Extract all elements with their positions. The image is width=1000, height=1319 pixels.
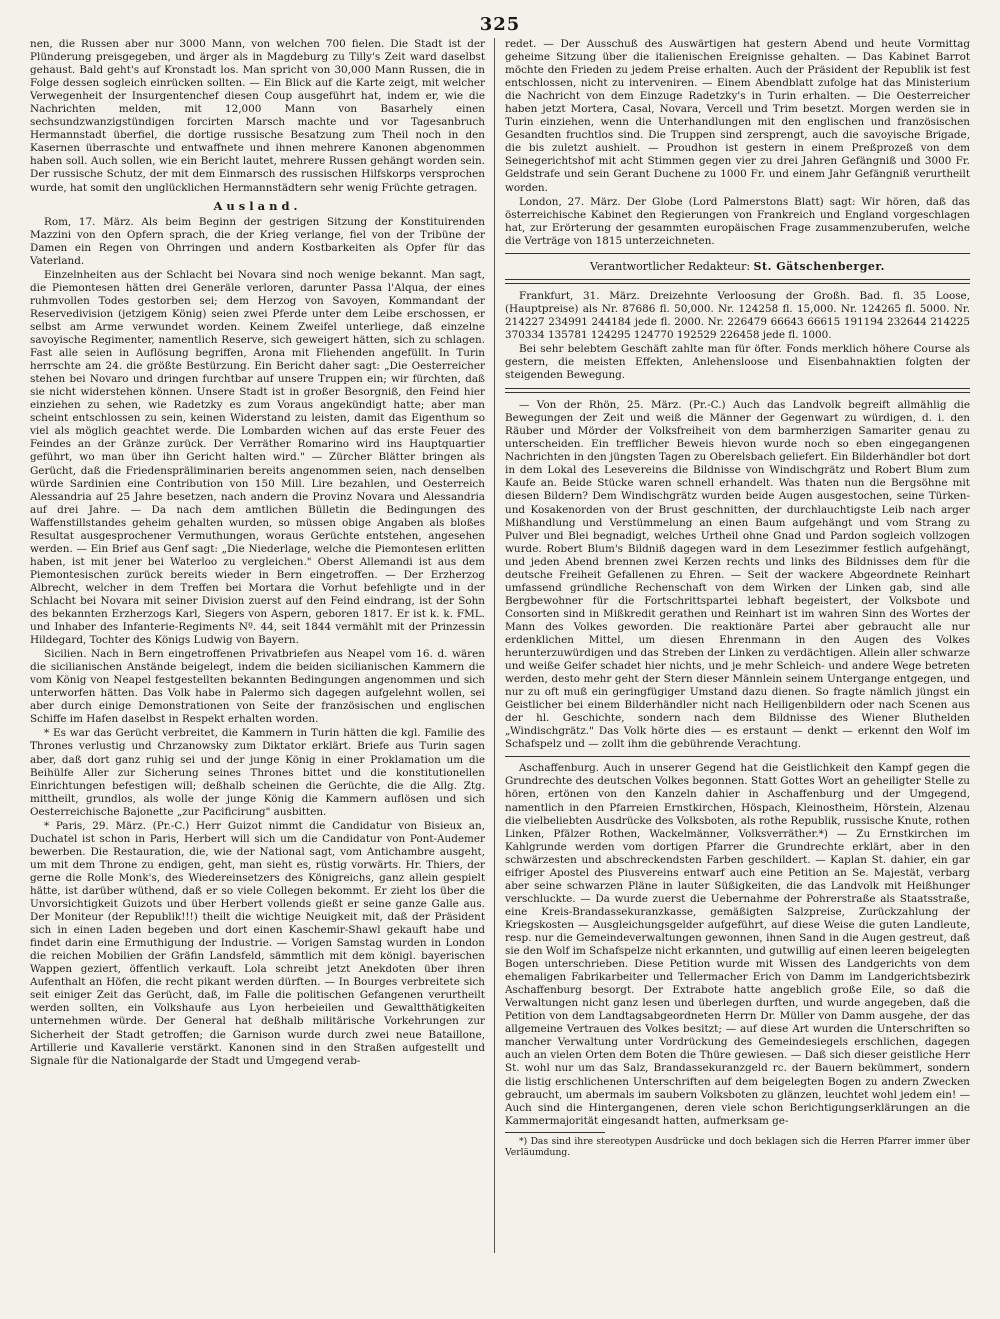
editor-name: St. Gätschenberger. xyxy=(753,259,886,273)
footnote: *) Das sind ihre stereotypen Ausdrücke und doch beklagen sich die Herren Pfarrer immer über Verläumdung. xyxy=(505,1135,970,1159)
rule-lottery-top xyxy=(505,279,970,284)
page-number: 325 xyxy=(479,14,521,35)
article-frankfurt-market: Bei sehr belebtem Geschäft zahlte man für öfter. Fonds merklich höhere Course als gestern, die meisten Effekten, Anlehensloose und Eisenbahnaktien folgten der steigenden Bewegung. xyxy=(505,342,970,382)
left-column xyxy=(30,38,485,1303)
article-aschaffenburg: Aschaffenburg. Auch in unserer Gegend hat die Geistlichkeit den Kampf gegen die Grundrechte des deutschen Volkes begonnen. Statt Gottes Wort an geheiligter Stelle zu hören, ertönen von den Kanzeln dahier in Aschaffenburg und der Umgegend, namentlich in den Pfarreien Ernstkirchen, Höspach, Kleinostheim, Hörstein, Alzenau die vielbeliebten Ausdrücke des Volksboten, als rothe Republik, russische Knute, rothen Linken, Pfälzer Rothen, Wackelmänner, Volksverräther.*) — Zu Ernstkirchen im Kahlgrunde werden vom dortigen Pfarrer die Grundrechte erklärt, aber in den schwärzesten und abschreckendsten Farben geschildert. — Kaplan St. dahier, ein gar eifriger Apostel des Piusvereins entwarf auch eine Petition an Se. Majestät, verbarg aber seine schwarzen Pläne in lauter Süßigkeiten, die das Landvolk mit Heißhunger verschluckte. — Da wurde zuerst die Uebernahme der Pohrerstraße als Staatsstraße, eine Kreis-Brandassekuranzkasse, gemäßigten Salzpreise, Zurückzahlung der Kriegskosten — Ausgleichungsgelder aufgeführt, auf diese Weise die guten Landleute, resp. nur die Gemeindeverwaltungen gewonnen, ihnen Sand in die Augen gestreut, daß sie den Wolf im Schafspelze nicht erkannten, und gutwillig auf einen leeren beigelegten Bogen unterschrieben. Diese Petition wurde mit Wissen des Landgerichts von dem ehemaligen Fabrikarbeiter und Tellermacher Erich von Damm im Landgerichtsbezirk Aschaffenburg besorgt. Der Extrabote hatte angeblich große Eile, so daß die Verwaltungen nicht ganz lesen und überlegen durften, und wurde angegeben, daß die Petition von dem Landtagsabgeordneten Herrn Dr. Müller von Damm ausgehe, der das allgemeine Vertrauen des Volkes besitzt; — auf diese Art wurden die Unterschriften so mancher Verwaltung unter Vordrückung des Gemeindesiegels erschlichen, dagegen auch an vielen Orten dem Boten die Thüre gewiesen. — Daß sich dieser geistliche Herr St. wohl nur um das Salz, Brandassekuranzgeld rc. der Bauern bekümmert, sondern die listig erschlichenen Unterschriften auf dem beigelegten Bogen zu andern Zwecken gebraucht, um abermals im saubern Volksboten zu glänzen, leuchtet wohl jedem ein! — Auch sind die Hintergangenen, deren viele schon Berichtigungserklärungen an die Kammermajorität eingesandt hatten, aufmerksam ge- xyxy=(505,762,970,1127)
article-paris: * Paris, 29. März. (Pr.-C.) Herr Guizot nimmt die Candidatur von Bisieux an, Duchatel ist schon in Paris, Herbert will sich um die Candidatur von Pont-Audemer bewerben. Die Restauration, die, wie der National sagt, vom Antichambre ausgeht, um mit dem Throne zu endigen, geht, man sieht es, rüstig vorwärts. Hr. Thiers, der gerne die Rolle Monk's, des Wiedereinsetzers des Königreichs, ganz allein gespielt hätte, ist darüber wüthend, daß er so viele Collegen bekommt. Er zieht los über die Unvorsichtigkeit Guizots und über Herbert vollends gießt er seine ganze Galle aus. Der Moniteur (der Republik!!!) theilt die wichtige Neuigkeit mit, daß der Präsident sich in einen Laden begeben und dort einen Kaschemir-Shawl gekauft habe und findet darin eine Ermuthigung der Industrie. — Vorigen Samstag wurden in London die reichen Mobilien der Gräfin Landsfeld, sämmtlich mit dem königl. bayerischen Wappen geziert, öffentlich verkauft. Lola schreibt jetzt Anekdoten über ihren Aufenthalt an Höfen, die recht pikant werden dürften. — In Bourges verbreitete sich seit einiger Zeit das Gerücht, daß, im Falle die politischen Gefangenen verurtheilt werden sollten, ein Volkshaufe aus Lyon herbeieilen und Gewaltthätigkeiten unternehmen würde. Der General hat deßhalb militärische Vorkehrungen zur Sicherheit der Stadt getroffen; die Garnison wurde durch zwei neue Bataillone, Artillerie und Kavallerie verstärkt. Kanonen sind in den Straßen aufgestellt und Signale für die Nationalgarde der Stadt und Umgegend verab- xyxy=(30,819,485,1067)
article-rhoen: — Von der Rhön, 25. März. (Pr.-C.) Auch das Landvolk begreift allmählig die Bewegungen der Zeit und weiß die Männer der Gegenwart zu würdigen, d. i. den Räuber und Mörder der Volksfreiheit von dem barmherzigen Samariter genau zu unterscheiden. Ein trefflicher Beweis hievon wurde noch so eben eingegangenen Nachrichten in den jüngsten Tagen zu Oberelsbach geliefert. Ein Bilderhändler bot dort in dem Lokal des Lesevereins die Bildnisse von Windischgrätz und Robert Blum zum Kaufe an. Beide Stücke waren schnell erhandelt. Was thaten nun die Bergsöhne mit diesen Bildern? Dem Windischgrätz wurden beide Augen ausgestochen, seine Türken- und Kosakenorden von der Brust geschnitten, der durchlauchtigste Leib nach arger Mißhandlung und Verstümmelung an einen Baum aufgehängt und vom Strang zu Pulver und Blei begnadigt, welches Urtheil ohne Gnad und Pardon sogleich vollzogen wurde. Robert Blum's Bildniß dagegen ward in dem Lesezimmer festlich aufgehängt, und jeden Abend brennen zwei Kerzen rechts und links des Bildnisses dem für die deutsche Freiheit Gefallenen zu Ehren. — Seit der wackere Abgeordnete Reinhart umfassend gründliche Rechenschaft von dem Wirken der Linken gab, sind alle Bergbewohner für die Fortschrittspartei lebhaft begeistert, der Volksbote und Consorten sind in Mißkredit gerathen und Reinhart ist im wahren Sinn des Wortes der Mann des Volkes geworden. Die reaktionäre Partei aber gebraucht alle nur erdenklichen Mittel, um diesen Ehrenmann in den Augen des Volkes herunterzuwürdigen und das Streben der Linken zu verdächtigen. Allein aller schwarze und weiße Geifer schadet hier nichts, und je mehr Schleich- und andere Wege betreten werden, desto mehr geht der Stern dieser Männlein seinem Untergange entgegen, und nur zu oft muß ein geringfügiger Umstand dazu dienen. So fragte nämlich jüngst ein Geistlicher bei einem Bilderhändler nicht nach Heiligenbildern oder nach Scenen aus der hl. Geschichte, sondern nach dem Bildnisse des Wiener Bluthelden „Windischgrätz." Das Volk hörte dies — es erstaunt — denkt — erkennt den Wolf im Schafspelz und — zollt ihm die gebührende Verachtung. xyxy=(505,399,970,751)
right-column xyxy=(505,38,970,1303)
rule-aschaffenburg-top xyxy=(505,756,970,757)
article-frankfurt-lottery: Frankfurt, 31. März. Dreizehnte Verloosung der Großh. Bad. fl. 35 Loose, (Hauptpreise) als Nr. 87686 fl. 50,000. Nr. 124258 fl. 15,000. Nr. 124265 fl. 5000. Nr. 214227 234991 244184 jede fl. 2000. Nr. 226479 66643 66615 191194 232644 214225 370334 135781 124295 124770 192529 226458 jede fl. 1000. xyxy=(505,289,970,341)
article-rom: Rom, 17. März. Als beim Beginn der gestrigen Sitzung der Konstituirenden Mazzini von den Opfern sprach, die der Krieg verlange, fiel von der Tribüne der Damen ein Regen von Ohrringen und andern Kostbarkeiten als Opfer für das Vaterland. xyxy=(30,215,485,267)
rule-rhoen-top xyxy=(505,388,970,393)
article-sicilien: Sicilien. Nach in Bern eingetroffenen Privatbriefen aus Neapel vom 16. d. wären die sicilianischen Anstände beigelegt, indem die beiden sicilianischen Kammern die vom König von Neapel festgestellten bekannten Bedingungen angenommen und sich unterworfen hätten. Das Volk habe in Palermo sich dagegen aufgelehnt wollen, sei aber durch einige Demonstrationen von Seite der französischen und englischen Schiffe im Hafen daselbst in Respekt erhalten worden. xyxy=(30,648,485,726)
column-divider xyxy=(494,38,495,1253)
article-novara: Einzelnheiten aus der Schlacht bei Novara sind noch wenige bekannt. Man sagt, die Piemontesen hätten drei Generäle verloren, darunter Passa l'Alqua, der eines ruhmvollen Todes gestorben sei; dem Herzog von Savoyen, Kommandant der Reservedivision (jetzigem König) seien zwei Pferde unter dem Leibe erschossen, er selbst am Arme verwundet worden. Keinem Zweifel unterliege, daß einzelne savoyische Regimenter, namentlich Reserve, sich geweigert hätten, sich zu schlagen. Fast alle seien in Auflösung begriffen, Arona mit Fliehenden angefüllt. In Turin herrschte am 24. die größte Bestürzung. Ein Bericht daher sagt: „Die Oesterreicher stehen bei Novaro und dringen furchtbar auf unsere Truppen ein; wir fürchten, daß sie nicht widerstehen können. Unsere Stadt ist in großer Besorgniß, den Feind hier einziehen zu sehen, wie Radetzky es zum Voraus angekündigt hatte; aber man scheint entschlossen zu sein, keinen Widerstand zu leisten, damit das Eigenthum so viel als möglich geachtet werde. Die Lombarden wichen auf das erste Feuer des Feindes an der Gränze zurück. Der Verräther Romarino wird ins Hauptquartier geführt, wo man über ihn Gericht halten wird." — Zürcher Blätter bringen als Gerücht, daß die Friedenspräliminarien bereits angenommen seien, nach denselben würde Sardinien eine Contribution von 150 Mill. Lire bezahlen, und Oesterreich Alessandria auf 25 Jahre besetzen, nach andern die Provinz Novara und Alessandria auf drei Jahre. — Da nach dem amtlichen Bülletin die Bedingungen des Waffenstillstandes geheim gehalten wurden, so müssen obige Angaben als bloßes Resultat ausgesprochener Vermuthungen, woraus Gerüchte entstehen, angesehen werden. — Ein Brief aus Genf sagt: „Die Niederlage, welche die Piemontesen erlitten haben, ist mit jener bei Waterloo zu vergleichen." Oberst Allemandi ist aus dem Piemontesischen zurück bereits wieder in Bern eingetroffen. — Der Erzherzog Albrecht, welcher in dem Treffen bei Mortara die Vorhut befehligte und in der Schlacht bei Novara mit seiner Division zuerst auf den Feind eindrang, ist der Sohn des bekannten Erzherzogs Karl, Siegers von Aspern, geboren 1817. Er ist k. k. FML. und Inhaber des Infanterie-Regiments Nº. 44, seit 1844 vermählt mit der Prinzessin Hildegard, Tochter des Königs Ludwig von Bayern. xyxy=(30,268,485,647)
section-heading-ausland: Ausland. xyxy=(213,198,302,213)
article-london: London, 27. März. Der Globe (Lord Palmerstons Blatt) sagt: Wir hören, daß das österreichische Kabinet den Regierungen von Frankreich und England vorgeschlagen hat, zur Erörterung der gesammten europäischen Frage zusammenzuberufen, welche die Verträge von 1815 unterzeichneten. xyxy=(505,195,970,247)
footnote-rule xyxy=(505,1132,605,1133)
rule-editor-top xyxy=(505,253,970,254)
article-paris-continued: redet. — Der Ausschuß des Auswärtigen hat gestern Abend und heute Vormittag geheime Sitzung über die italienischen Ereignisse gehalten. — Das Kabinet Barrot möchte den Frieden zu jedem Preise erhalten. Auch der Präsident der Republik ist fest entschlossen, nicht zu interveniren. — Einem Abendblatt zufolge hat das Ministerium die Nachricht von dem Einzuge Radetzky's in Turin erhalten. — Die Oesterreicher haben jetzt Mortera, Casal, Novara, Vercell und Trim besetzt. Morgen werden sie in Turin einziehen, wenn die Unterhandlungen mit den englischen und französischen Gesandten fruchtlos sind. Die Truppen sind zersprengt, auch die savoyische Brigade, die bis zuletzt aushielt. — Proudhon ist gestern in einem Preßprozeß von dem Seinegerichtshof mit acht Stimmen gegen vier zu drei Jahren Gefängniß und 3000 Fr. Geldstrafe und sein Gerant Duchene zu 1000 Fr. und einem Jahr Gefängniß verurtheilt worden. xyxy=(505,38,970,194)
left-intro-paragraph: nen, die Russen aber nur 3000 Mann, von welchen 700 fielen. Die Stadt ist der Plünderung preisgegeben, und ärger als in Magdeburg zu Tilly's Zeit ward daselbst gehaust. Bald geht's auf Kronstadt los. Man spricht von 30,000 Mann Russen, die in Folge dessen sogleich einrücken sollten. — Ein Blick auf die Karte zeigt, mit welcher Verwegenheit der Insurgentenchef diesen Coup ausgeführt hat, indem er, wie die Nachrichten melden, mit 12,000 Mann von Basarhely einen sechsundzwanzigstündigen forcirten Marsch machte und vor Tagesanbruch Hermannstadt überfiel, die dortige russische Besatzung zum Theil noch in den Kasernen überraschte und entwaffnete und ihnen mehrere Kanonen abgenommen haben soll. Auch sollen, wie ein Bericht lautet, mehrere Russen gehängt worden sein. Der russische Schutz, der mit dem Einmarsch des russischen Hilfskorps versprochen wurde, hat somit den unglücklichen Hermannstädtern sehr wenig Früchte getragen. xyxy=(30,38,485,194)
editor-label: Verantwortlicher Redakteur: xyxy=(589,259,751,273)
article-turin-rumor: * Es war das Gerücht verbreitet, die Kammern in Turin hätten die kgl. Familie des Thrones verlustig und Chrzanowsky zum Diktator erklärt. Briefe aus Turin sagen aber, daß dort ganz ruhig sei und der junge König in einer Proklamation um die Beihülfe Aller zur Sicherung seines Thrones bittet und die konstitutionellen Einrichtungen befestigen will; deßhalb scheinen die Gerüchte, die die Allg. Ztg. mittheilt, grundlos, als wolle der junge König die Kammern auflösen und sich Oesterreichische Bajonette „zur Pacificirung" ausbitten. xyxy=(30,727,485,818)
editor-line xyxy=(505,260,970,273)
